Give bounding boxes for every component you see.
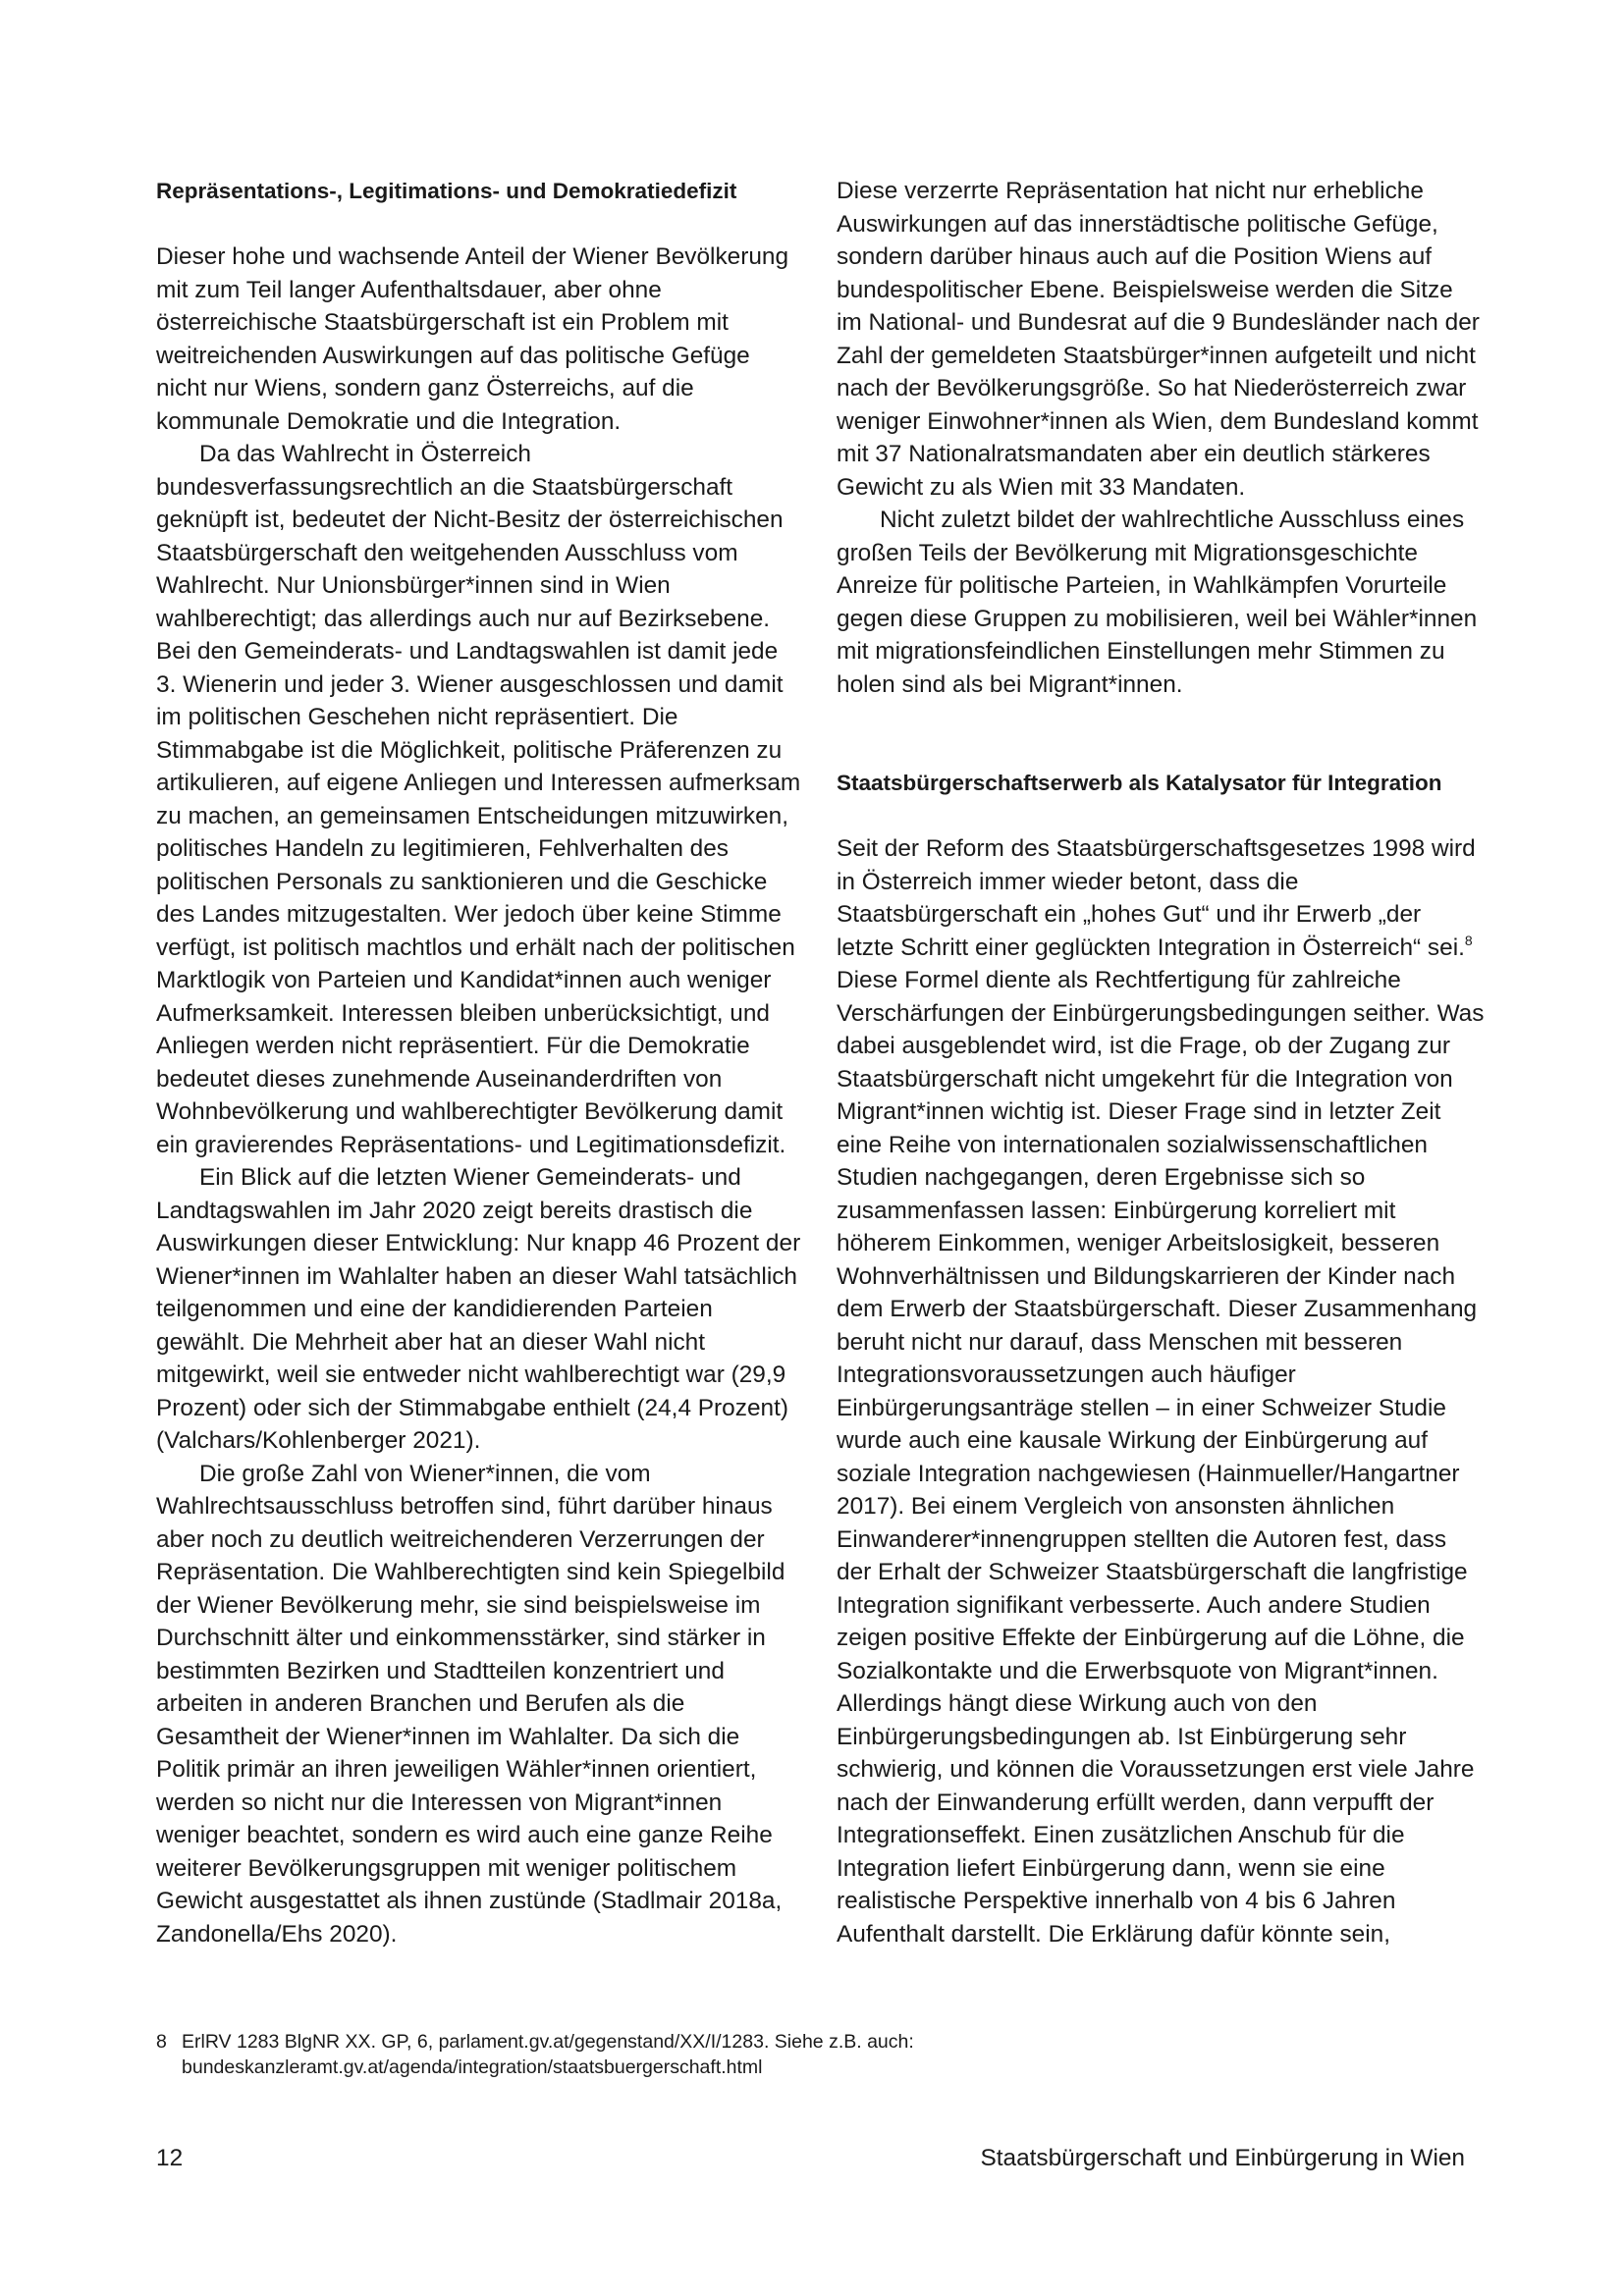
paragraph: Ein Blick auf die letzten Wiener Gemeinderats- und Landtagswahlen im Jahr 2020 zeigt bereits drastisch die Auswirkungen dieser Entwicklung: Nur knapp 46 Prozent der Wiener*innen im Wahlalter haben an dieser Wahl tatsächlich teilgenommen und eine der kandidierenden Parteien gewählt. Die Mehrheit aber hat an dieser Wahl nicht mitgewirkt, weil sie entweder nicht wahlberechtigt war (29,9 Prozent) oder sich der Stimmabgabe enthielt (24,4 Prozent) (Valchars/Kohlenberger 2021).: [156, 1164, 801, 1454]
paragraph: Nicht zuletzt bildet der wahlrechtliche Ausschluss eines großen Teils der Bevölkerung mit Migrationsgeschichte Anreize für politische Parteien, in Wahlkämpfen Vorurteile gegen diese Gruppen zu mobilisieren, weil bei Wähler*innen mit migrationsfeindlichen Einstellungen mehr Stimmen zu holen sind als bei Migrant*innen.: [837, 507, 1478, 698]
page-number: 12: [156, 2145, 184, 2171]
paragraph: Dieser hohe und wachsende Anteil der Wiener Bevölkerung mit zum Teil langer Aufenthaltsdauer, aber ohne österreichische Staatsbürgerschaft ist ein Problem mit weitreichenden Auswirkungen auf das politische Gefüge nicht nur Wiens, sondern ganz Österreichs, auf die kommunale Demokratie und die Integration.: [156, 243, 789, 435]
paragraph-text: Seit der Reform des Staatsbürgerschaftsgesetzes 1998 wird in Österreich immer wieder betont, dass die Staatsbürgerschaft ein „hohes Gut“ und ihr Erwerb „der letzte Schritt einer geglückten Integration in Österreich“ sei.: [837, 835, 1476, 961]
footnote-reference[interactable]: 8: [1464, 932, 1473, 948]
paragraph: Da das Wahlrecht in Österreich bundesverfassungsrechtlich an die Staatsbürgerschaft geknüpft ist, bedeutet der Nicht-Besitz der österreichischen Staatsbürgerschaft den weitgehenden Ausschluss vom Wahlrecht. Nur Unionsbürger*innen sind in Wien wahlberechtigt; das allerdings auch nur auf Bezirksebene. Bei den Gemeinderats- und Landtagswahlen ist damit jede 3. Wienerin und jeder 3. Wiener ausgeschlossen und damit im politischen Geschehen nicht repräsentiert. Die Stimmabgabe ist die Möglichkeit, politische Präferenzen zu artikulieren, auf eigene Anliegen und Interessen aufmerksam zu machen, an gemeinsamen Entscheidungen mitzuwirken, politisches Handeln zu legitimieren, Fehlverhalten des politischen Personals zu sanktionieren und die Geschicke des Landes mitzugestalten. Wer jedoch über keine Stimme verfügt, ist politisch machtlos und erhält nach der politischen Marktlogik von Parteien und Kandidat*innen auch weniger Aufmerksamkeit. Interessen bleiben unberücksichtigt, und Anliegen werden nicht repräsentiert. Für die Demokratie bedeutet dieses zunehmende Auseinanderdriften von Wohnbevölkerung und wahlberechtigter Bevölkerung damit ein gravierendes Repräsentations- und Legitimationsdefizit.: [156, 441, 801, 1158]
running-title: Staatsbürgerschaft und Einbürgerung in Wien: [980, 2145, 1465, 2171]
paragraph: [837, 832, 1485, 1950]
paragraph: Die große Zahl von Wiener*innen, die vom Wahlrechtsausschluss betroffen sind, führt darüber hinaus aber noch zu deutlich weitreichenderen Verzerrungen der Repräsentation. Die Wahlberechtigten sind kein Spiegelbild der Wiener Bevölkerung mehr, sie sind beispielsweise im Durchschnitt älter und einkommensstärker, sind stärker in bestimmten Bezirken und Stadtteilen konzentriert und arbeiten in anderen Branchen und Berufen als die Gesamtheit der Wiener*innen im Wahlalter. Da sich die Politik primär an ihren jeweiligen Wähler*innen orientiert, werden so nicht nur die Interessen von Migrant*innen weniger beachtet, sondern es wird auch eine ganze Reihe weiterer Bevölkerungsgruppen mit weniger politischem Gewicht ausgestattet als ihnen zustünde (Stadlmair 2018a, Zandonella/Ehs 2020).: [156, 1460, 785, 1948]
footnote-number: 8: [156, 2031, 167, 2053]
spacer: [837, 701, 1485, 767]
paragraph-text: Diese Formel diente als Rechtfertigung für zahlreiche Verschärfungen der Einbürgerungsbedingungen seither. Was dabei ausgeblendet wird, ist die Frage, ob der Zugang zur Staatsbürgerschaft nicht umgekehrt für die Integration von Migrant*innen wichtig ist. Dieser Frage sind in letzter Zeit eine Reihe von internationalen sozialwissenschaftlichen Studien nachgegangen, deren Ergebnisse sich so zusammenfassen lassen: Einbürgerung korreliert mit höherem Einkommen, weniger Arbeitslosigkeit, besseren Wohnverhältnissen und Bildungskarrieren der Kinder nach dem Erwerb der Staatsbürgerschaft. Dieser Zusammenhang beruht nicht nur darauf, dass Menschen mit besseren Integrationsvoraussetzungen auch häufiger Einbürgerungsanträge stellen – in einer Schweizer Studie wurde auch eine kausale Wirkung der Einbürgerung auf soziale Integration nachgewiesen (Hainmueller/Hangartner 2017). Bei einem Vergleich von ansonsten ähnlichen Einwanderer*innengruppen stellten die Autoren fest, dass der Erhalt der Schweizer Staatsbürgerschaft die langfristige Integration signifikant verbesserte. Auch andere Studien zeigen positive Effekte der Einbürgerung auf die Löhne, die Sozialkontakte und die Erwerbsquote von Migrant*innen. Allerdings hängt diese Wirkung auch von den Einbürgerungsbedingungen ab. Ist Einbürgerung sehr schwierig, und können die Voraussetzungen erst viele Jahre nach der Einwanderung erfüllt werden, dann verpufft der Integrationseffekt. Einen zusätzlichen Anschub für die Integration liefert Einbürgerung dann, wenn sie eine realistische Perspektive innerhalb von 4 bis 6 Jahren Aufenthalt darstellt. Die Erklärung dafür könnte sein,: [837, 967, 1485, 1948]
section-heading: Repräsentations-, Legitimations- und Demokratiedefizit: [156, 179, 737, 203]
right-column: [837, 175, 1485, 1950]
left-column: [156, 175, 804, 1950]
footnote: [156, 2029, 1472, 2080]
section-heading: Staatsbürgerschaftserwerb als Katalysator für Integration: [837, 771, 1442, 795]
footnote-text: ErlRV 1283 BlgNR XX. GP, 6, parlament.gv.at/gegenstand/XX/I/1283. Siehe z.B. auch: bundeskanzleramt.gv.at/agenda/integration/staatsbuergerschaft.html: [182, 2031, 914, 2078]
paragraph: Diese verzerrte Repräsentation hat nicht nur erhebliche Auswirkungen auf das innerstädtische politische Gefüge, sondern darüber hinaus auch auf die Position Wiens auf bundespolitischer Ebene. Beispielsweise werden die Sitze im National- und Bundesrat auf die 9 Bundesländer nach der Zahl der gemeldeten Staatsbürger*innen aufgeteilt und nicht nach der Bevölkerungsgröße. So hat Niederösterreich zwar weniger Einwohner*innen als Wien, dem Bundesland kommt mit 37 Nationalratsmandaten aber ein deutlich stärkeres Gewicht zu als Wien mit 33 Mandaten.: [837, 178, 1480, 501]
